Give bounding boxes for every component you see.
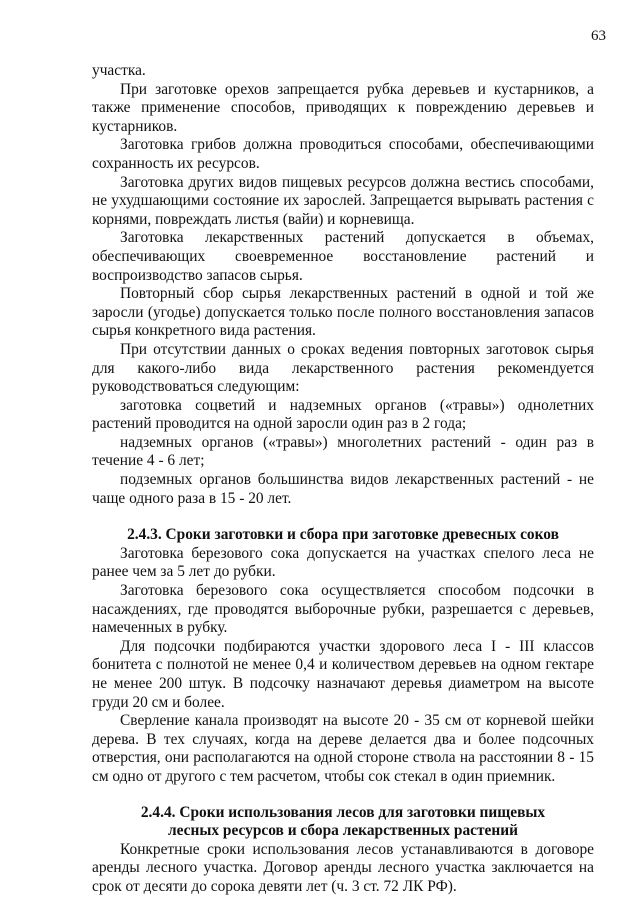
paragraph: Заготовка березового сока допускается на участках спелого леса не ранее чем за 5 лет до рубки.	[92, 544, 594, 581]
paragraph: Для подсочки подбираются участки здорового леса I - III классов бонитета с полнотой не менее 0,4 и количеством деревьев на одном гектаре не менее 200 штук. В подсочку назначают деревья диаметром на высоте груди 20 см и более.	[92, 637, 594, 711]
paragraph: Повторный сбор сырья лекарственных растений в одной и той же заросли (угодье) допускается только после полного восстановления запасов сырья конкретного вида растения.	[92, 285, 594, 340]
list-item: надземных органов («травы») многолетних растений - один раз в течение 4 - 6 лет;	[92, 433, 594, 470]
document-body	[92, 62, 594, 897]
list-item: заготовка соцветий и надземных органов («травы») однолетних растений проводится на одной заросли один раз в 2 года;	[92, 396, 594, 433]
paragraph: Конкретные сроки использования лесов устанавливаются в договоре аренды лесного участка. Договор аренды лесного участка заключается на срок от десяти до сорока девяти лет (ч. 3 ст. 72 ЛК РФ).	[92, 840, 594, 895]
list-item: подземных органов большинства видов лекарственных растений - не чаще одного раза в 15 - 20 лет.	[92, 471, 594, 507]
paragraph: При заготовке орехов запрещается рубка деревьев и кустарников, а также применение способов, приводящих к повреждению деревьев и кустарников.	[92, 80, 594, 135]
paragraph: Заготовка других видов пищевых ресурсов должна вестись способами, не ухудшающими состояние их зарослей. Запрещается вырывать растения с корнями, повреждать листья (вайи) и корневища.	[92, 173, 594, 228]
paragraph: При отсутствии данных о сроках ведения повторных заготовок сырья для какого-либо вида лекарственного растения рекомендуется руководствоваться следующим:	[92, 340, 594, 396]
section-heading: 2.4.3. Сроки заготовки и сбора при заготовке древесных соков	[127, 526, 559, 544]
section-heading-line-1: 2.4.4. Сроки использования лесов для заготовки пищевых	[140, 803, 546, 821]
paragraph: Заготовка грибов должна проводиться способами, обеспечивающими сохранность их ресурсов.	[92, 136, 594, 172]
paragraph: участка.	[92, 62, 146, 79]
paragraph: Заготовка березового сока осуществляется способом подсочки в насаждениях, где проводятся выборочные рубки, разрешается с деревьев, намеченных в рубку.	[92, 582, 594, 637]
paragraph: Заготовка лекарственных растений допускается в объемах, обеспечивающих своевременное восстановление растений и воспроизводство запасов сырья.	[92, 229, 594, 284]
paragraph: Сверление канала производят на высоте 20 - 35 см от корневой шейки дерева. В тех случаях, когда на дереве делается два и более подсочных отверстия, они располагаются на одной стороне ствола на расстоянии 8 - 15 см одно от другого с тем расчетом, чтобы сок стекал в один приемник.	[92, 712, 594, 785]
section-heading-line-2: лесных ресурсов и сбора лекарственных растений	[168, 822, 518, 840]
page-number: 63	[591, 28, 606, 44]
